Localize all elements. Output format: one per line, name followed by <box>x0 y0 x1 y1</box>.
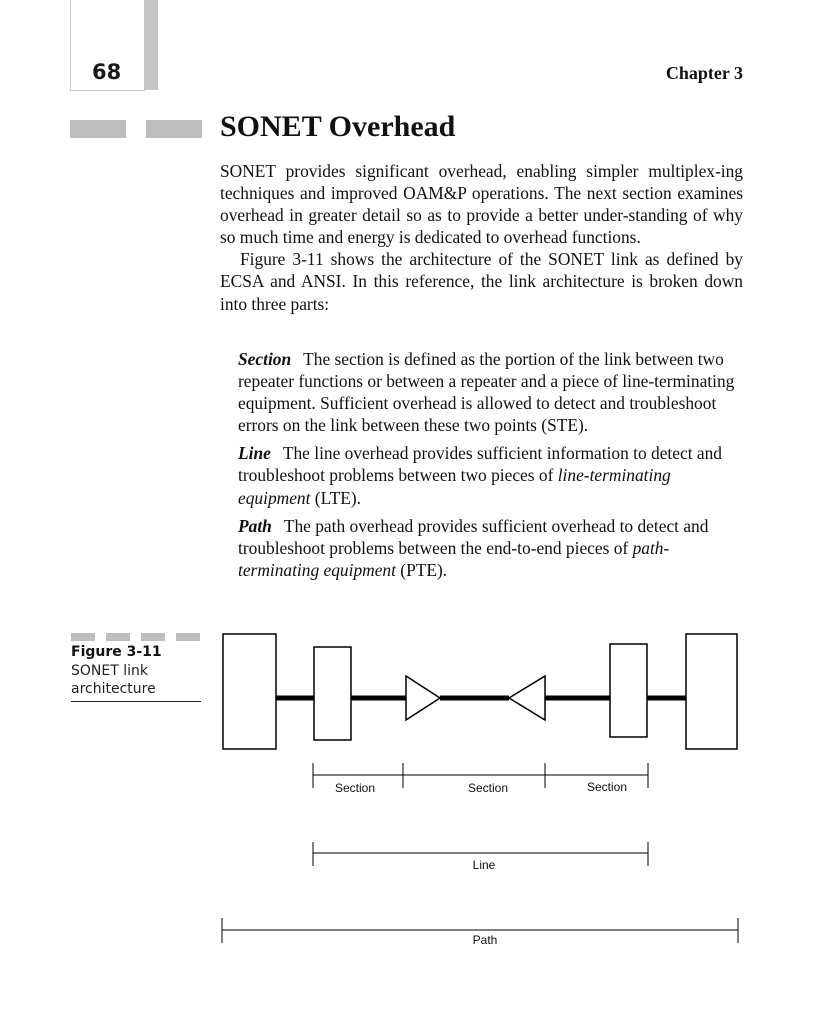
definition-term: Line <box>238 443 271 464</box>
figure-caption: SONET link architecture <box>71 663 156 697</box>
section-label: Section <box>586 780 628 794</box>
paragraph: Figure 3-11 shows the architecture of the SONET link as defined by ECSA and ANSI. In this reference, the link architecture is broken down into three parts: <box>220 249 743 314</box>
chapter-label: Chapter 3 <box>665 63 743 83</box>
repeater-left-pointing <box>509 676 545 720</box>
figure-label: Figure 3-11 <box>71 644 162 660</box>
definition-text: (LTE). <box>310 487 362 508</box>
paragraph: SONET provides significant overhead, enabling simpler multiplex-ing techniques and improved OAM&P operations. The next section examines overhead in greater detail so as to provide a better under-standing of why so much time and energy is dedicated to overhead functions. <box>220 161 743 248</box>
page-number: 68 <box>92 60 122 84</box>
pte-box-left <box>223 634 276 749</box>
section-title: SONET Overhead <box>220 110 456 143</box>
line-label: Line <box>472 858 496 872</box>
section-label: Section <box>467 781 509 795</box>
path-label: Path <box>472 933 498 947</box>
definition-term: Section <box>238 349 292 369</box>
definition-text: (PTE). <box>395 559 448 580</box>
lte-box-right <box>610 644 647 737</box>
definition-term: Path <box>238 515 272 536</box>
definition-text: The section is defined as the portion of the link between two repeater functions or between a repeater and a piece of line-terminating equipment. Sufficient overhead is allowed to detect and troubleshoot errors on the link between these two points (STE). <box>238 349 735 436</box>
definition-emphasis: line-terminating equipment <box>238 465 671 508</box>
lte-box-left <box>314 647 351 740</box>
definition-text: The path overhead provides sufficient overhead to detect and troubleshoot problems between the end-to-end pieces of <box>238 515 709 558</box>
pte-box-right <box>686 634 737 749</box>
definition-text: The line overhead provides sufficient information to detect and troubleshoot problems between two pieces of <box>238 443 722 486</box>
definition-emphasis: path-terminating equipment <box>238 537 670 580</box>
section-label: Section <box>334 781 376 795</box>
repeater-right-pointing <box>406 676 440 720</box>
